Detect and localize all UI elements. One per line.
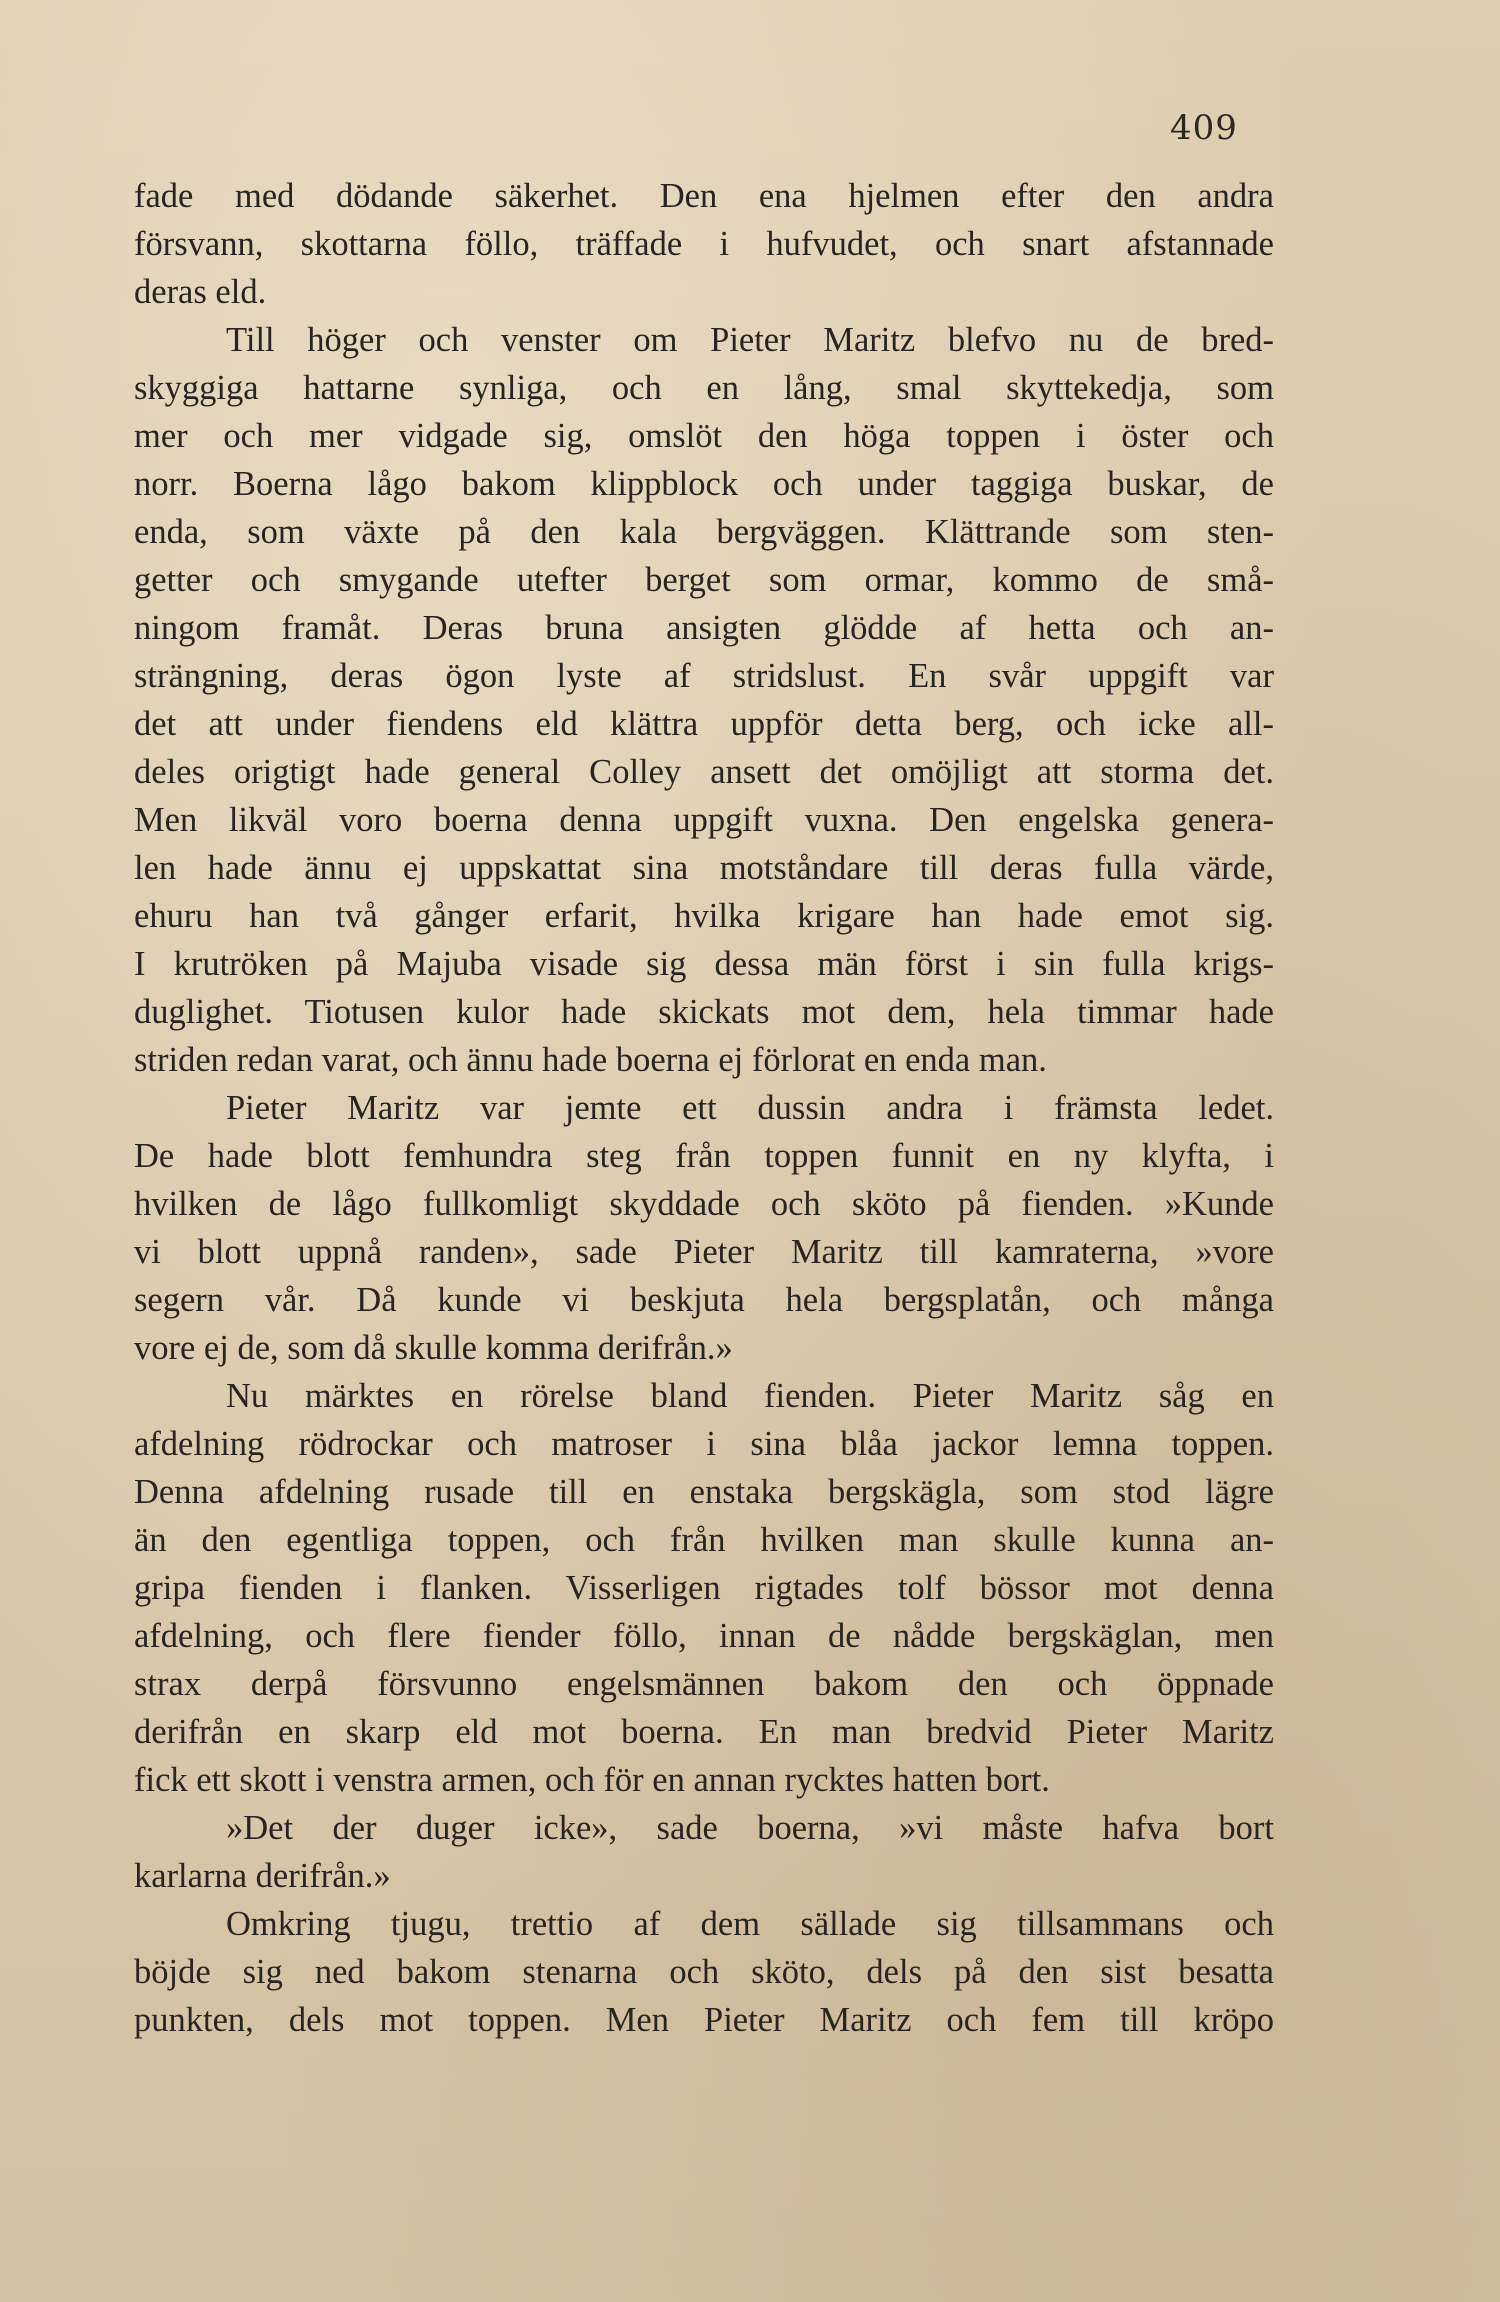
text-line: Nu märktes en rörelse bland fienden. Pieter Maritz såg en	[226, 1377, 1274, 1415]
text-line: fick ett skott i venstra armen, och för en annan rycktes hatten bort.	[134, 1761, 1050, 1799]
text-line: punkten, dels mot toppen. Men Pieter Maritz och fem till kröpo	[134, 2001, 1274, 2039]
text-line: vi blott uppnå randen», sade Pieter Maritz till kamraterna, »vore	[134, 1233, 1274, 1271]
text-line: Omkring tjugu, trettio af dem sällade sig tillsammans och	[226, 1905, 1274, 1943]
text-line: segern vår. Då kunde vi beskjuta hela bergsplatån, och många	[134, 1281, 1274, 1319]
text-line: ehuru han två gånger erfarit, hvilka krigare han hade emot sig.	[134, 897, 1274, 935]
text-line: än den egentliga toppen, och från hvilken man skulle kunna an-	[134, 1521, 1274, 1559]
text-line: fade med dödande säkerhet. Den ena hjelmen efter den andra	[134, 177, 1274, 215]
text-line: len hade ännu ej uppskattat sina motståndare till deras fulla värde,	[134, 849, 1274, 887]
text-line: derifrån en skarp eld mot boerna. En man bredvid Pieter Maritz	[134, 1713, 1274, 1751]
text-line: skyggiga hattarne synliga, och en lång, smal skyttekedja, som	[134, 369, 1274, 407]
text-line: deles origtigt hade general Colley ansett det omöjligt att storma det.	[134, 753, 1274, 791]
text-line: striden redan varat, och ännu hade boerna ej förlorat en enda man.	[134, 1041, 1047, 1079]
text-line: De hade blott femhundra steg från toppen funnit en ny klyfta, i	[134, 1137, 1274, 1175]
text-line: getter och smygande utefter berget som ormar, kommo de små-	[134, 561, 1274, 599]
text-line: ningom framåt. Deras bruna ansigten glödde af hetta och an-	[134, 609, 1274, 647]
text-line: mer och mer vidgade sig, omslöt den höga toppen i öster och	[134, 417, 1274, 455]
page-number: 409	[1170, 108, 1238, 148]
text-line: försvann, skottarna föllo, träffade i hufvudet, och snart afstannade	[134, 225, 1274, 263]
text-line: vore ej de, som då skulle komma derifrån.»	[134, 1329, 733, 1367]
text-line: I krutröken på Majuba visade sig dessa män först i sin fulla krigs-	[134, 945, 1274, 983]
text-line: böjde sig ned bakom stenarna och sköto, dels på den sist besatta	[134, 1953, 1274, 1991]
text-line: afdelning rödrockar och matroser i sina blåa jackor lemna toppen.	[134, 1425, 1274, 1463]
text-line: norr. Boerna lågo bakom klippblock och under taggiga buskar, de	[134, 465, 1274, 503]
text-line: gripa fienden i flanken. Visserligen rigtades tolf bössor mot denna	[134, 1569, 1274, 1607]
text-line: duglighet. Tiotusen kulor hade skickats mot dem, hela timmar hade	[134, 993, 1274, 1031]
text-line: karlarna derifrån.»	[134, 1857, 391, 1895]
text-line: strängning, deras ögon lyste af stridslust. En svår uppgift var	[134, 657, 1274, 695]
text-line: Till höger och venster om Pieter Maritz blefvo nu de bred-	[226, 321, 1274, 359]
text-line: det att under fiendens eld klättra uppför detta berg, och icke all-	[134, 705, 1274, 743]
text-line: enda, som växte på den kala bergväggen. Klättrande som sten-	[134, 513, 1274, 551]
text-line: hvilken de lågo fullkomligt skyddade och sköto på fienden. »Kunde	[134, 1185, 1274, 1223]
text-line: Pieter Maritz var jemte ett dussin andra i främsta ledet.	[226, 1089, 1274, 1127]
text-line: Men likväl voro boerna denna uppgift vuxna. Den engelska genera-	[134, 801, 1274, 839]
text-line: Denna afdelning rusade till en enstaka bergskägla, som stod lägre	[134, 1473, 1274, 1511]
text-line: strax derpå försvunno engelsmännen bakom den och öppnade	[134, 1665, 1274, 1703]
text-line: »Det der duger icke», sade boerna, »vi måste hafva bort	[226, 1809, 1274, 1847]
body-text	[134, 172, 1274, 2044]
text-line: deras eld.	[134, 273, 267, 311]
text-line: afdelning, och flere fiender föllo, innan de nådde bergskäglan, men	[134, 1617, 1274, 1655]
